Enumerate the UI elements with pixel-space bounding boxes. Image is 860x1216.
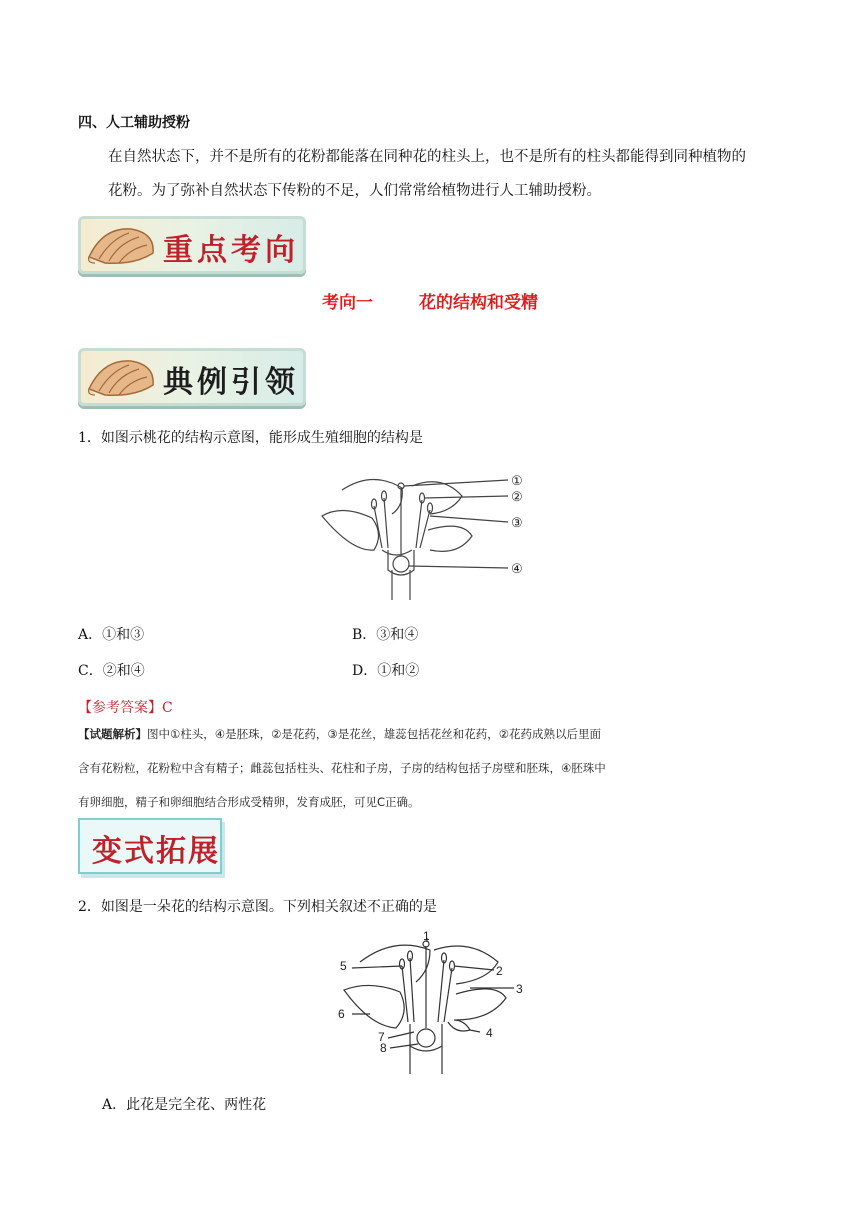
explanation-line-1: 图中①柱头，④是胚珠，②是花药，③是花丝，雄蕊包括花丝和花药，②花药成熟以后里面 [147, 727, 602, 741]
label-1: ① [511, 473, 523, 488]
option-letter: A． [102, 1097, 127, 1113]
banner-text: 重点考向 [163, 233, 299, 268]
question-2-stem: 2．如图是一朵花的结构示意图。下列相关叙述不正确的是 [78, 899, 437, 915]
answer-value: C [162, 700, 173, 716]
label-3: ③ [511, 515, 523, 530]
banner-text: 典例引领 [163, 365, 299, 400]
option-text: 此花是完全花、两性花 [126, 1097, 267, 1113]
example-banner [78, 348, 306, 406]
answer-label: 参考答案 [92, 700, 148, 716]
label-5: 5 [340, 959, 347, 973]
topic-prefix: 考向一 [322, 293, 374, 313]
paragraph [78, 140, 784, 208]
explanation-label: 【试题解析】 [78, 727, 147, 741]
label-8: 8 [380, 1041, 387, 1055]
label-4: 4 [486, 1026, 493, 1040]
label-1: 1 [423, 929, 430, 943]
option-a[interactable] [78, 624, 144, 644]
option-b[interactable] [352, 624, 418, 644]
label-2: 2 [496, 964, 503, 978]
option-text: ②和④ [102, 663, 145, 679]
label-4: ④ [511, 561, 523, 576]
variant-banner [78, 818, 222, 874]
label-7: 7 [378, 1030, 385, 1044]
topic-text: 花的结构和受精 [418, 293, 538, 313]
shell-icon [85, 355, 159, 399]
label-2: ② [511, 489, 523, 504]
explanation-line-2: 含有花粉粒，花粉粒中含有精子；雌蕊包括柱头、花柱和子房，子房的结构包括子房壁和胚珠，④胚珠中 [78, 761, 606, 775]
label-3: 3 [516, 982, 523, 996]
question-1-stem: 1．如图示桃花的结构示意图，能形成生殖细胞的结构是 [78, 430, 423, 446]
explanation [78, 717, 728, 819]
option-letter: C． [78, 663, 103, 679]
option-text: ①和② [377, 663, 420, 679]
paragraph-line-1: 在自然状态下，并不是所有的花粉都能落在同种花的柱头上，也不是所有的柱头都能得到同种植物的 [108, 149, 746, 165]
explanation-line-3: 有卵细胞，精子和卵细胞结合形成受精卵，发育成胚，可见C正确。 [78, 795, 420, 809]
label-6: 6 [338, 1007, 345, 1021]
q2-option-a[interactable] [102, 1094, 266, 1114]
flower-diagram [330, 928, 534, 1076]
option-d[interactable] [352, 660, 419, 680]
option-letter: B． [352, 627, 377, 643]
key-points-banner [78, 216, 306, 274]
option-letter: A． [78, 627, 103, 643]
option-text: ①和③ [102, 627, 145, 643]
banner-text: 变式拓展 [92, 834, 220, 869]
topic-title [0, 288, 860, 313]
option-c[interactable] [78, 660, 145, 680]
reference-answer: 【参考答案】C [78, 700, 173, 716]
peach-flower-diagram [312, 460, 548, 604]
section-title: 四、人工辅助授粉 [78, 115, 190, 131]
option-letter: D． [352, 663, 378, 679]
paragraph-line-2: 花粉。为了弥补自然状态下传粉的不足，人们常常给植物进行人工辅助授粉。 [108, 183, 601, 199]
option-text: ③和④ [376, 627, 419, 643]
shell-icon [85, 223, 159, 267]
